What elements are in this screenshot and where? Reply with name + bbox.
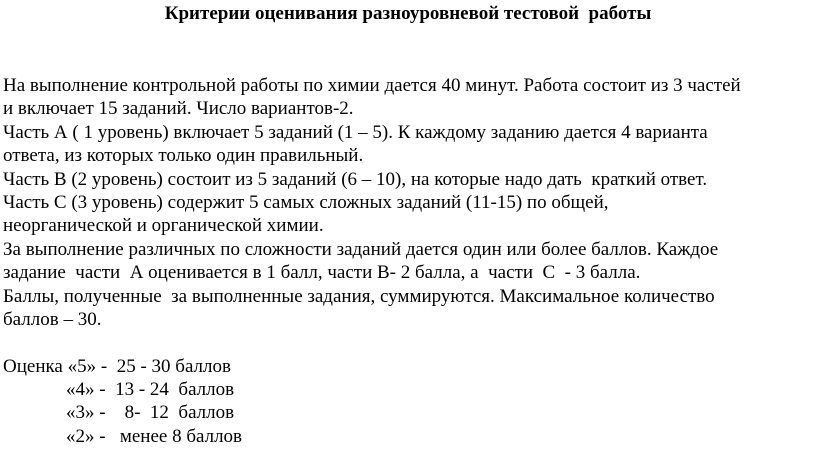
paragraph-gap — [3, 331, 815, 354]
grade-row-3: «3» - 8- 12 баллов — [66, 402, 235, 424]
paragraph-line: Часть С (3 уровень) содержит 5 самых сложных заданий (11-15) по общей, — [3, 191, 609, 213]
document-body — [3, 74, 815, 448]
paragraph-line: ответа, из которых только один правильный. — [3, 145, 364, 167]
grade-row-5: Оценка «5» - 25 - 30 баллов — [3, 355, 231, 377]
paragraph-line: неорганической и органической химии. — [3, 215, 324, 237]
document-title: Критерии оценивания разноуровневой тестовой работы — [164, 3, 652, 24]
paragraph-line: За выполнение различных по сложности заданий дается один или более баллов. Каждое — [3, 238, 719, 260]
paragraph-line: Баллы, полученные за выполненные задания, суммируются. Максимальное количество — [3, 285, 715, 307]
paragraph-line: баллов – 30. — [3, 308, 102, 330]
paragraph-line: Часть А ( 1 уровень) включает 5 заданий (1 – 5). К каждому заданию дается 4 варианта — [3, 121, 708, 143]
grade-row-4: «4» - 13 - 24 баллов — [66, 379, 235, 401]
paragraph-line: Часть В (2 уровень) состоит из 5 заданий (6 – 10), на которые надо дать краткий ответ. — [3, 168, 708, 190]
paragraph-line: задание части А оценивается в 1 балл, части В- 2 балла, а части С - 3 балла. — [3, 262, 641, 284]
paragraph-line: На выполнение контрольной работы по химии дается 40 минут. Работа состоит из 3 частей — [3, 75, 741, 96]
grade-row-2: «2» - менее 8 баллов — [66, 425, 243, 447]
paragraph-line: и включает 15 заданий. Число вариантов-2. — [3, 98, 354, 120]
